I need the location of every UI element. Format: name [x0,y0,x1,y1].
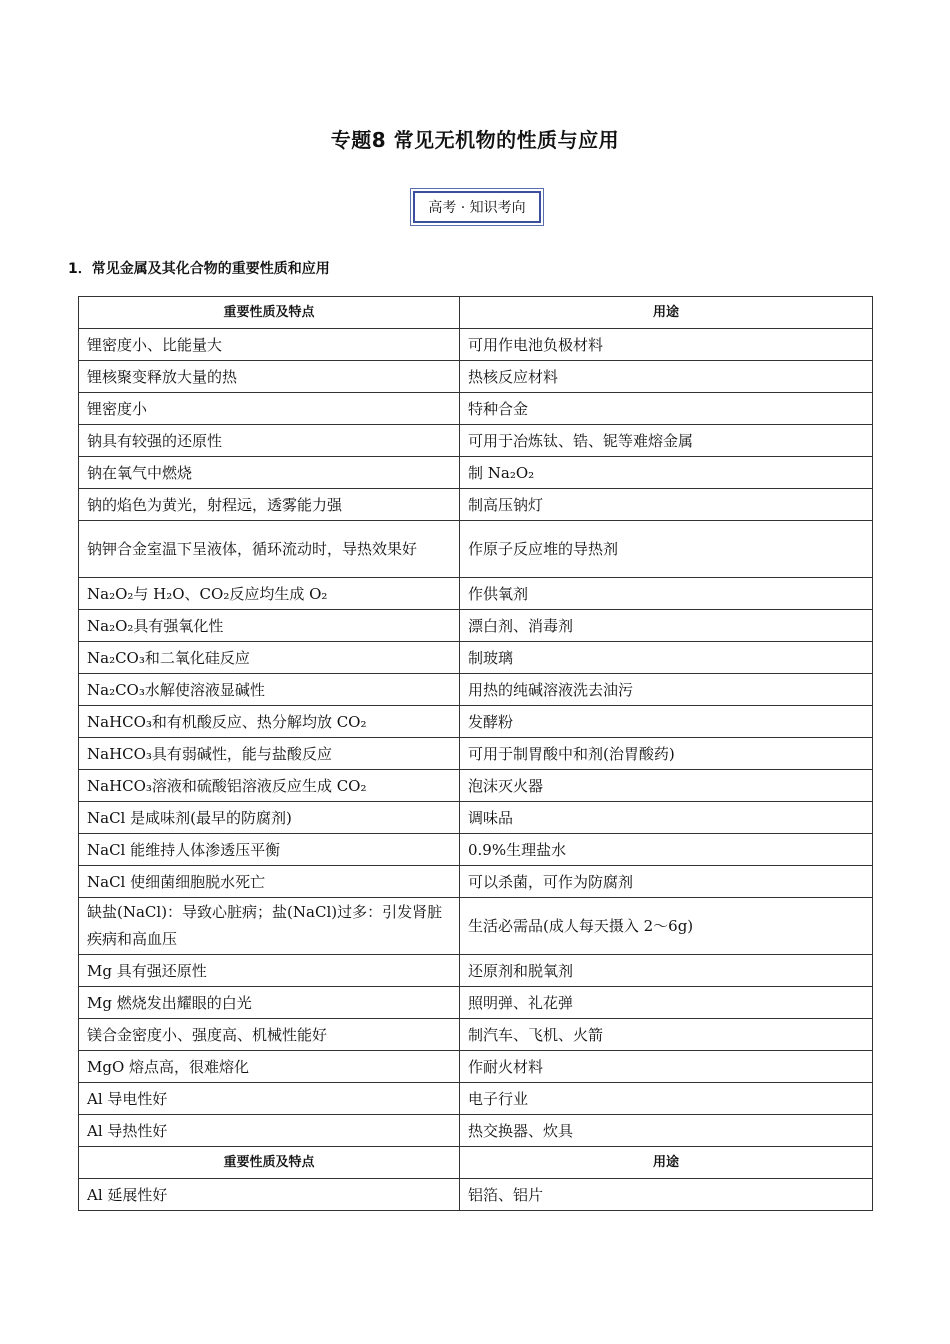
use-cell: 生活必需品(成人每天摄入 2～6g) [460,898,873,955]
property-cell: Al 导电性好 [79,1083,460,1115]
property-cell: Na₂CO₃和二氧化硅反应 [79,642,460,674]
use-cell: 制高压钠灯 [460,489,873,521]
table-row [79,738,873,770]
table-row [79,674,873,706]
header-properties: 重要性质及特点 [79,1147,460,1179]
use-cell: 还原剂和脱氧剂 [460,955,873,987]
table-row [79,521,873,578]
table-row [79,610,873,642]
use-cell: 制汽车、飞机、火箭 [460,1019,873,1051]
property-cell: 钠的焰色为黄光，射程远，透雾能力强 [79,489,460,521]
table-row [79,425,873,457]
section-badge-frame [410,188,544,226]
table-row [79,1179,873,1211]
property-cell: 钠在氧气中燃烧 [79,457,460,489]
use-cell: 特种合金 [460,393,873,425]
page-title: 专题8 常见无机物的性质与应用 [330,128,620,152]
use-cell: 照明弹、礼花弹 [460,987,873,1019]
section-heading: 1．常见金属及其化合物的重要性质和应用 [68,261,330,277]
table-row [79,706,873,738]
property-cell: NaCl 能维持人体渗透压平衡 [79,834,460,866]
property-cell: Na₂O₂具有强氧化性 [79,610,460,642]
table-row [79,1115,873,1147]
use-cell: 可用于制胃酸中和剂(治胃酸药) [460,738,873,770]
property-cell: NaHCO₃具有弱碱性，能与盐酸反应 [79,738,460,770]
use-cell: 作供氧剂 [460,578,873,610]
use-cell: 铝箔、铝片 [460,1179,873,1211]
table-row [79,955,873,987]
property-cell: 缺盐(NaCl)：导致心脏病；盐(NaCl)过多：引发肾脏疾病和高血压 [79,898,460,955]
section-badge: 高考 · 知识考向 [413,191,541,223]
table-row [79,361,873,393]
table-row [79,457,873,489]
property-cell: Na₂CO₃水解使溶液显碱性 [79,674,460,706]
property-cell: Mg 具有强还原性 [79,955,460,987]
property-cell: Na₂O₂与 H₂O、CO₂反应均生成 O₂ [79,578,460,610]
table-header-row [79,297,873,329]
use-cell: 可以杀菌，可作为防腐剂 [460,866,873,898]
property-cell: 钠钾合金室温下呈液体，循环流动时，导热效果好 [79,521,460,578]
header-uses: 用途 [460,297,873,329]
table-row [79,1083,873,1115]
use-cell: 电子行业 [460,1083,873,1115]
property-cell: Al 导热性好 [79,1115,460,1147]
use-cell: 热核反应材料 [460,361,873,393]
table-row [79,1019,873,1051]
table-row [79,802,873,834]
use-cell: 发酵粉 [460,706,873,738]
use-cell: 热交换器、炊具 [460,1115,873,1147]
use-cell: 可用于冶炼钛、锆、铌等难熔金属 [460,425,873,457]
table-row [79,770,873,802]
table-header-row-repeat [79,1147,873,1179]
property-cell: 锂密度小 [79,393,460,425]
table-row [79,578,873,610]
property-cell: 钠具有较强的还原性 [79,425,460,457]
use-cell: 泡沫灭火器 [460,770,873,802]
property-cell: 锂密度小、比能量大 [79,329,460,361]
use-cell: 用热的纯碱溶液洗去油污 [460,674,873,706]
use-cell: 制 Na₂O₂ [460,457,873,489]
table-row [79,866,873,898]
property-cell: Al 延展性好 [79,1179,460,1211]
table-row [79,834,873,866]
property-cell: 锂核聚变释放大量的热 [79,361,460,393]
property-cell: NaHCO₃溶液和硫酸铝溶液反应生成 CO₂ [79,770,460,802]
header-properties: 重要性质及特点 [79,297,460,329]
table-row [79,393,873,425]
table-row [79,329,873,361]
use-cell: 漂白剂、消毒剂 [460,610,873,642]
property-cell: Mg 燃烧发出耀眼的白光 [79,987,460,1019]
property-cell: NaCl 使细菌细胞脱水死亡 [79,866,460,898]
property-cell: NaCl 是咸味剂(最早的防腐剂) [79,802,460,834]
table-row [79,489,873,521]
property-cell: 镁合金密度小、强度高、机械性能好 [79,1019,460,1051]
use-cell: 可用作电池负极材料 [460,329,873,361]
use-cell: 调味品 [460,802,873,834]
properties-table [78,296,873,1211]
table-row [79,898,873,955]
use-cell: 制玻璃 [460,642,873,674]
use-cell: 作耐火材料 [460,1051,873,1083]
property-cell: MgO 熔点高，很难熔化 [79,1051,460,1083]
use-cell: 作原子反应堆的导热剂 [460,521,873,578]
table-row [79,1051,873,1083]
property-cell: NaHCO₃和有机酸反应、热分解均放 CO₂ [79,706,460,738]
header-uses: 用途 [460,1147,873,1179]
use-cell: 0.9%生理盐水 [460,834,873,866]
table-row [79,987,873,1019]
table-row [79,642,873,674]
